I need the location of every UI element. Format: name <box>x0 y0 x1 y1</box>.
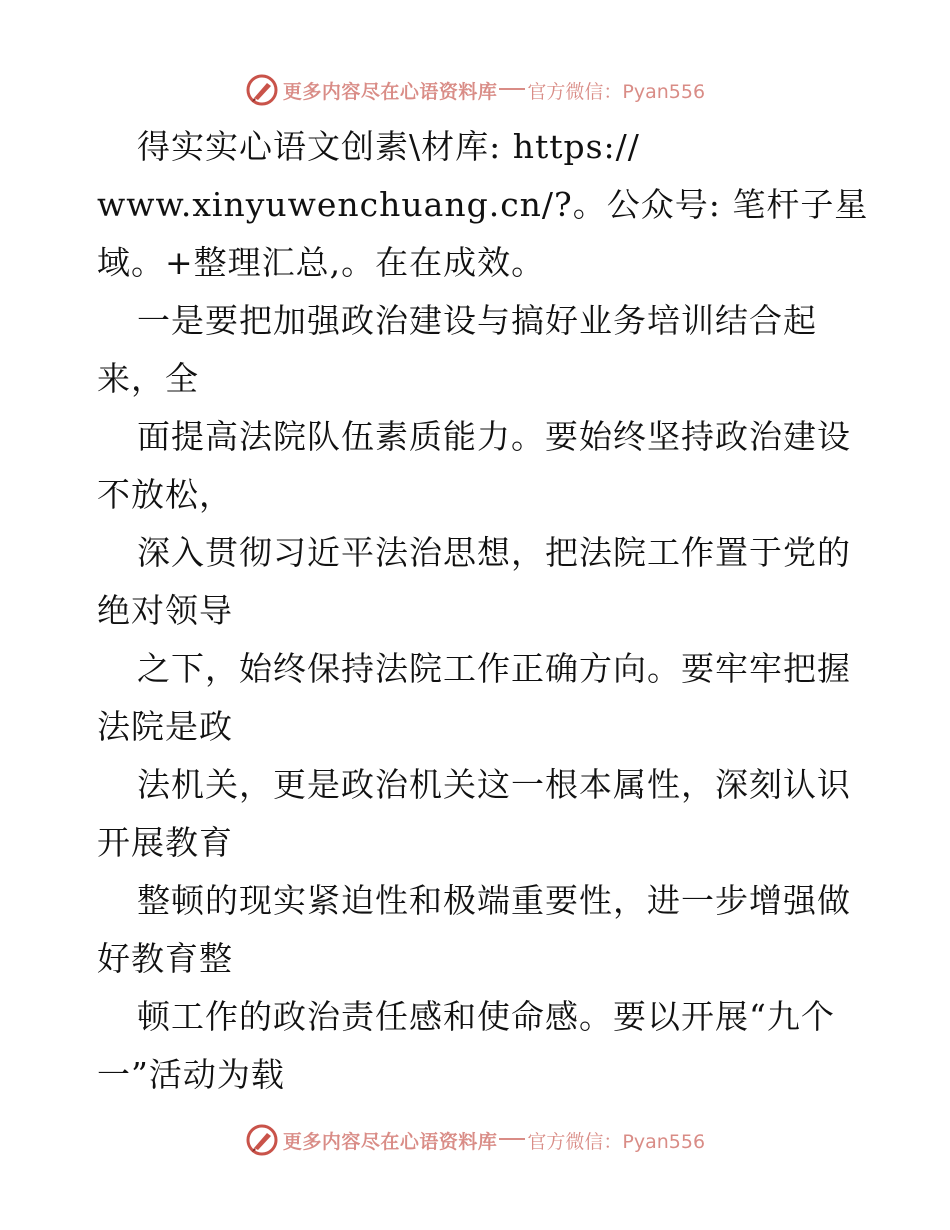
pen-logo-icon <box>245 73 279 107</box>
watermark-wechat: 官方微信：Pyan556 <box>527 1130 706 1153</box>
text-line: 法机关，更是政治机关这一根本属性，深刻认识 <box>137 765 851 804</box>
text-line: 不放松， <box>97 475 233 514</box>
text-line: 一是要把加强政治建设与搞好业务培训结合起 <box>137 301 817 340</box>
watermark-text: 更多内容尽在心语资料库 <box>282 1130 498 1153</box>
text-line: www.xinyuwenchuang.cn/?。公众号: 笔杆子星 <box>97 185 869 224</box>
footer-watermark <box>0 1120 950 1160</box>
document-body <box>97 118 869 1104</box>
watermark-dash <box>499 1138 525 1140</box>
text-line: 整顿的现实紧迫性和极端重要性，进一步增强做 <box>137 881 851 920</box>
text-line: 绝对领导 <box>97 591 233 630</box>
text-line: 顿工作的政治责任感和使命感。要以开展“九个 <box>137 997 835 1036</box>
header-watermark <box>0 70 950 110</box>
watermark-wechat: 官方微信：Pyan556 <box>527 80 706 103</box>
text-line: 法院是政 <box>97 707 233 746</box>
text-line: 深入贯彻习近平法治思想，把法院工作置于党的 <box>137 533 851 572</box>
watermark-dash <box>499 88 525 90</box>
text-line: 来，全 <box>97 359 199 398</box>
text-line: 面提高法院队伍素质能力。要始终坚持政治建设 <box>137 417 851 456</box>
text-line: 得实实心语文创素\材库: https:// <box>137 127 640 166</box>
text-line: 之下，始终保持法院工作正确方向。要牢牢把握 <box>137 649 851 688</box>
text-line: 一”活动为载 <box>97 1055 285 1094</box>
text-line: 开展教育 <box>97 823 233 862</box>
watermark-text: 更多内容尽在心语资料库 <box>282 80 498 103</box>
text-line: 好教育整 <box>97 939 233 978</box>
pen-logo-icon <box>245 1123 279 1157</box>
text-line: 域。+整理汇总,。在在成效。 <box>97 243 546 282</box>
